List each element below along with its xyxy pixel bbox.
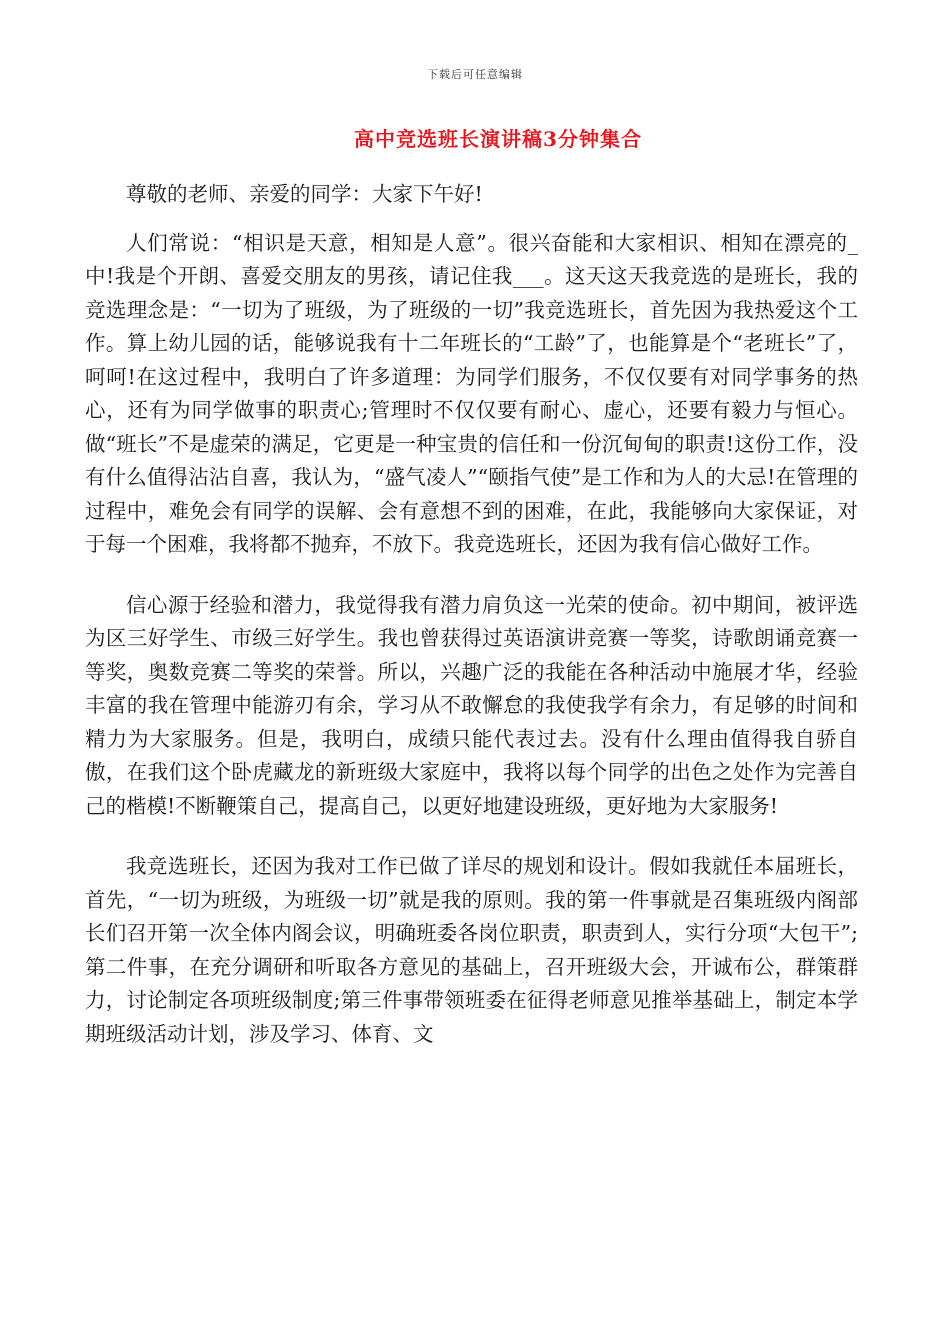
download-note: 下载后可任意编辑 <box>427 68 523 81</box>
body-paragraph: 我竞选班长，还因为我对工作已做了详尽的规划和设计。假如我就任本届班长，首先，“一切为班级，为班级一切”就是我的原则。我的第一件事就是召集班级内阁部长们召开第一次全体内阁会议，明确班委各岗位职责，职责到人，实行分项“大包干”;第二件事，在充分调研和听取各方意见的基础上，召开班级大会，开诚布公，群策群力，讨论制定各项班级制度;第三件事带领班委在征得老师意见推举基础上，制定本学期班级活动计划，涉及学习、体育、文 <box>85 854 858 1046</box>
document-body <box>85 178 858 1051</box>
greeting-paragraph: 尊敬的老师、亲爱的同学：大家下午好! <box>126 182 483 206</box>
page-title: 高中竞选班长演讲稿3分钟集合 <box>354 127 642 151</box>
body-paragraph: 信心源于经验和潜力，我觉得我有潜力肩负这一光荣的使命。初中期间，被评选为区三好学生、市级三好学生。我也曾获得过英语演讲竞赛一等奖，诗歌朗诵竞赛一等奖，奥数竞赛二等奖的荣誉。所以，兴趣广泛的我能在各种活动中施展才华，经验丰富的我在管理中能游刃有余，学习从不敢懈怠的我使我学有余力，有足够的时间和精力为大家服务。但是，我明白，成绩只能代表过去。没有什么理由值得我自骄自傲，在我们这个卧虎藏龙的新班级大家庭中，我将以每个同学的出色之处作为完善自己的楷模!不断鞭策自己，提高自己，以更好地建设班级，更好地为大家服务! <box>85 592 858 818</box>
body-paragraph: 人们常说：“相识是天意，相知是人意”。很兴奋能和大家相识、相知在漂亮的_中!我是个开朗、喜爱交朋友的男孩，请记住我___。这天这天我竞选的是班长，我的竞选理念是：“一切为了班级，为了班级的一切”我竞选班长，首先因为我热爱这个工作。算上幼儿园的话，能够说我有十二年班长的“工龄”了，也能算是个“老班长”了，呵呵!在这过程中，我明白了许多道理：为同学们服务，不仅仅要有对同学事务的热心，还有为同学做事的职责心;管理时不仅仅要有耐心、虚心，还要有毅力与恒心。做“班长”不是虚荣的满足，它更是一种宝贵的信任和一份沉甸甸的职责!这份工作，没有什么值得沾沾自喜，我认为，“盛气凌人”“颐指气使”是工作和为人的大忌!在管理的过程中，难免会有同学的误解、会有意想不到的困难，在此，我能够向大家保证，对于每一个困难，我将都不抛弃，不放下。我竞选班长，还因为我有信心做好工作。 <box>85 230 858 556</box>
